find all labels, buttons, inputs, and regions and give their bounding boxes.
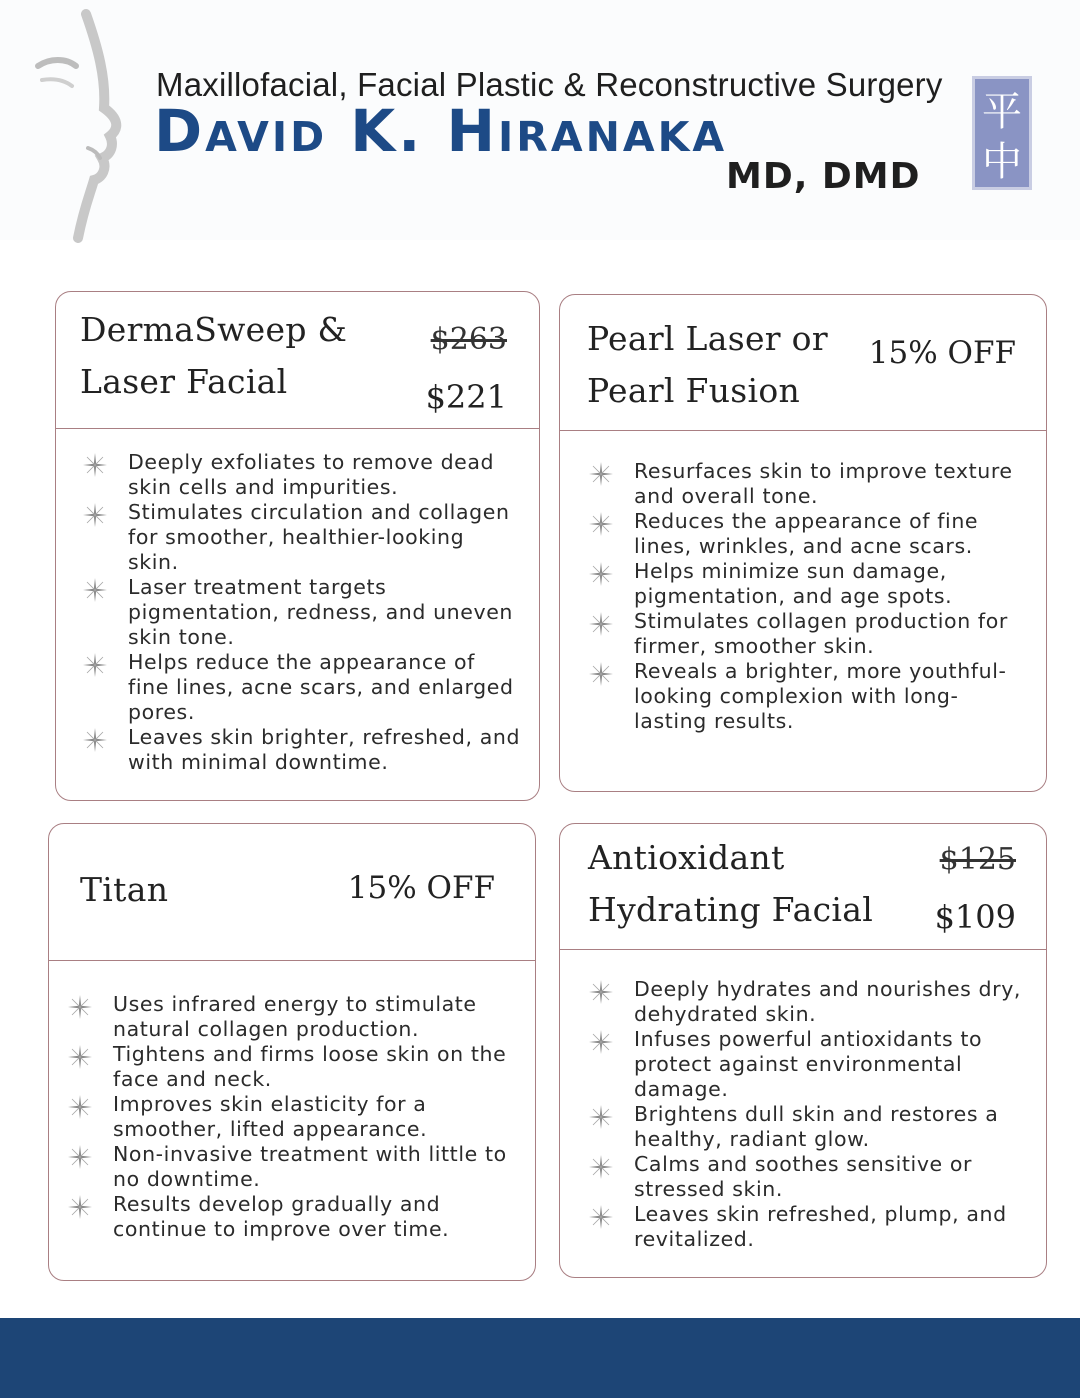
- card-header: [560, 824, 1046, 950]
- benefit-item: [82, 575, 522, 650]
- sparkle-star-icon: [67, 1194, 93, 1220]
- sparkle-star-icon: [588, 611, 614, 637]
- seal-glyphs: [975, 79, 1029, 187]
- sparkle-star-icon: [67, 1144, 93, 1170]
- benefit-text: Improves skin elasticity for a smoother, lifted appearance.: [113, 1092, 428, 1141]
- benefit-text: Stimulates circulation and collagen for smoother, healthier-looking skin.: [128, 500, 510, 574]
- benefit-item: [588, 977, 1028, 1027]
- sparkle-star-icon: [82, 652, 108, 678]
- footer-bar: [0, 1318, 1080, 1398]
- benefit-item: [588, 1202, 1028, 1252]
- card-header: [56, 292, 539, 429]
- benefit-item: [588, 1102, 1028, 1152]
- sparkle-star-icon: [82, 577, 108, 603]
- sparkle-star-icon: [588, 1204, 614, 1230]
- benefit-item: [588, 1152, 1028, 1202]
- sparkle-star-icon: [67, 1094, 93, 1120]
- sparkle-star-icon: [82, 502, 108, 528]
- original-price: $125: [939, 842, 1016, 877]
- discount-badge: 15% OFF: [347, 870, 495, 906]
- benefit-item: [82, 500, 522, 575]
- logo-seal: [972, 76, 1032, 190]
- sparkle-star-icon: [588, 511, 614, 537]
- benefit-item: [67, 1092, 517, 1142]
- sale-price: $221: [425, 378, 507, 416]
- benefit-text: Leaves skin refreshed, plump, and revitalized.: [634, 1202, 1007, 1251]
- benefit-text: Helps reduce the appearance of fine lines, acne scars, and enlarged pores.: [128, 650, 514, 724]
- face-profile-icon: [28, 8, 138, 243]
- benefit-text: Tightens and firms loose skin on the face and neck.: [113, 1042, 507, 1091]
- benefit-item: [588, 609, 1028, 659]
- doctor-credentials: MD, DMD: [726, 156, 921, 197]
- benefit-item: [82, 450, 522, 500]
- benefit-list: [588, 459, 1028, 734]
- benefit-text: Stimulates collagen production for firmer, smoother skin.: [634, 609, 1008, 658]
- benefit-text: Laser treatment targets pigmentation, redness, and uneven skin tone.: [128, 575, 514, 649]
- benefit-item: [67, 992, 517, 1042]
- benefit-text: Calms and soothes sensitive or stressed skin.: [634, 1152, 973, 1201]
- sparkle-star-icon: [588, 561, 614, 587]
- benefit-item: [82, 725, 522, 775]
- benefit-text: Non-invasive treatment with little to no downtime.: [113, 1142, 507, 1191]
- discount-badge: 15% OFF: [868, 335, 1016, 371]
- card-titan: [48, 823, 536, 1281]
- benefit-item: [67, 1042, 517, 1092]
- benefit-text: Infuses powerful antioxidants to protect against environmental damage.: [634, 1027, 983, 1101]
- benefit-text: Brightens dull skin and restores a healthy, radiant glow.: [634, 1102, 999, 1151]
- benefit-item: [588, 659, 1028, 734]
- benefit-text: Helps minimize sun damage, pigmentation, and age spots.: [634, 559, 953, 608]
- sparkle-star-icon: [588, 661, 614, 687]
- sparkle-star-icon: [67, 1044, 93, 1070]
- benefit-text: Uses infrared energy to stimulate natural collagen production.: [113, 992, 477, 1041]
- benefit-text: Results develop gradually and continue to improve over time.: [113, 1192, 450, 1241]
- sparkle-star-icon: [588, 461, 614, 487]
- sparkle-star-icon: [588, 1154, 614, 1180]
- header-banner: [0, 0, 1080, 240]
- practice-tagline: Maxillofacial, Facial Plastic & Reconstructive Surgery: [156, 66, 943, 103]
- benefit-text: Resurfaces skin to improve texture and overall tone.: [634, 459, 1013, 508]
- benefit-item: [588, 559, 1028, 609]
- benefit-list: [588, 977, 1028, 1252]
- card-antioxidant: [559, 823, 1047, 1278]
- sparkle-star-icon: [588, 1029, 614, 1055]
- benefit-item: [588, 509, 1028, 559]
- benefit-item: [67, 1142, 517, 1192]
- benefit-text: Deeply exfoliates to remove dead skin cells and impurities.: [128, 450, 495, 499]
- sale-price: $109: [934, 898, 1016, 936]
- card-dermasweep: [55, 291, 540, 801]
- card-title: DermaSweep & Laser Facial: [80, 310, 348, 401]
- benefit-text: Reveals a brighter, more youthful-looking complexion with long-lasting results.: [634, 659, 1007, 733]
- svg-text:中: 中: [982, 139, 1022, 185]
- card-pearl: [559, 294, 1047, 792]
- benefit-text: Reduces the appearance of fine lines, wrinkles, and acne scars.: [634, 509, 979, 558]
- benefit-list: [67, 992, 517, 1242]
- sparkle-star-icon: [82, 452, 108, 478]
- card-header: [49, 824, 535, 961]
- benefit-item: [588, 1027, 1028, 1102]
- benefit-text: Deeply hydrates and nourishes dry, dehydrated skin.: [634, 977, 1022, 1026]
- benefit-item: [588, 459, 1028, 509]
- svg-text:平: 平: [982, 89, 1022, 135]
- sparkle-star-icon: [82, 727, 108, 753]
- sparkle-star-icon: [588, 1104, 614, 1130]
- sparkle-star-icon: [67, 994, 93, 1020]
- card-header: [560, 295, 1046, 431]
- benefit-text: Leaves skin brighter, refreshed, and with minimal downtime.: [128, 725, 521, 774]
- original-price: $263: [430, 322, 507, 357]
- benefit-list: [82, 450, 522, 775]
- benefit-item: [67, 1192, 517, 1242]
- benefit-item: [82, 650, 522, 725]
- sparkle-star-icon: [588, 979, 614, 1005]
- doctor-name: David K. Hiranaka: [154, 97, 728, 165]
- card-title: Titan: [80, 870, 169, 909]
- card-title: Pearl Laser or Pearl Fusion: [587, 319, 828, 410]
- card-title: Antioxidant Hydrating Facial: [588, 838, 874, 929]
